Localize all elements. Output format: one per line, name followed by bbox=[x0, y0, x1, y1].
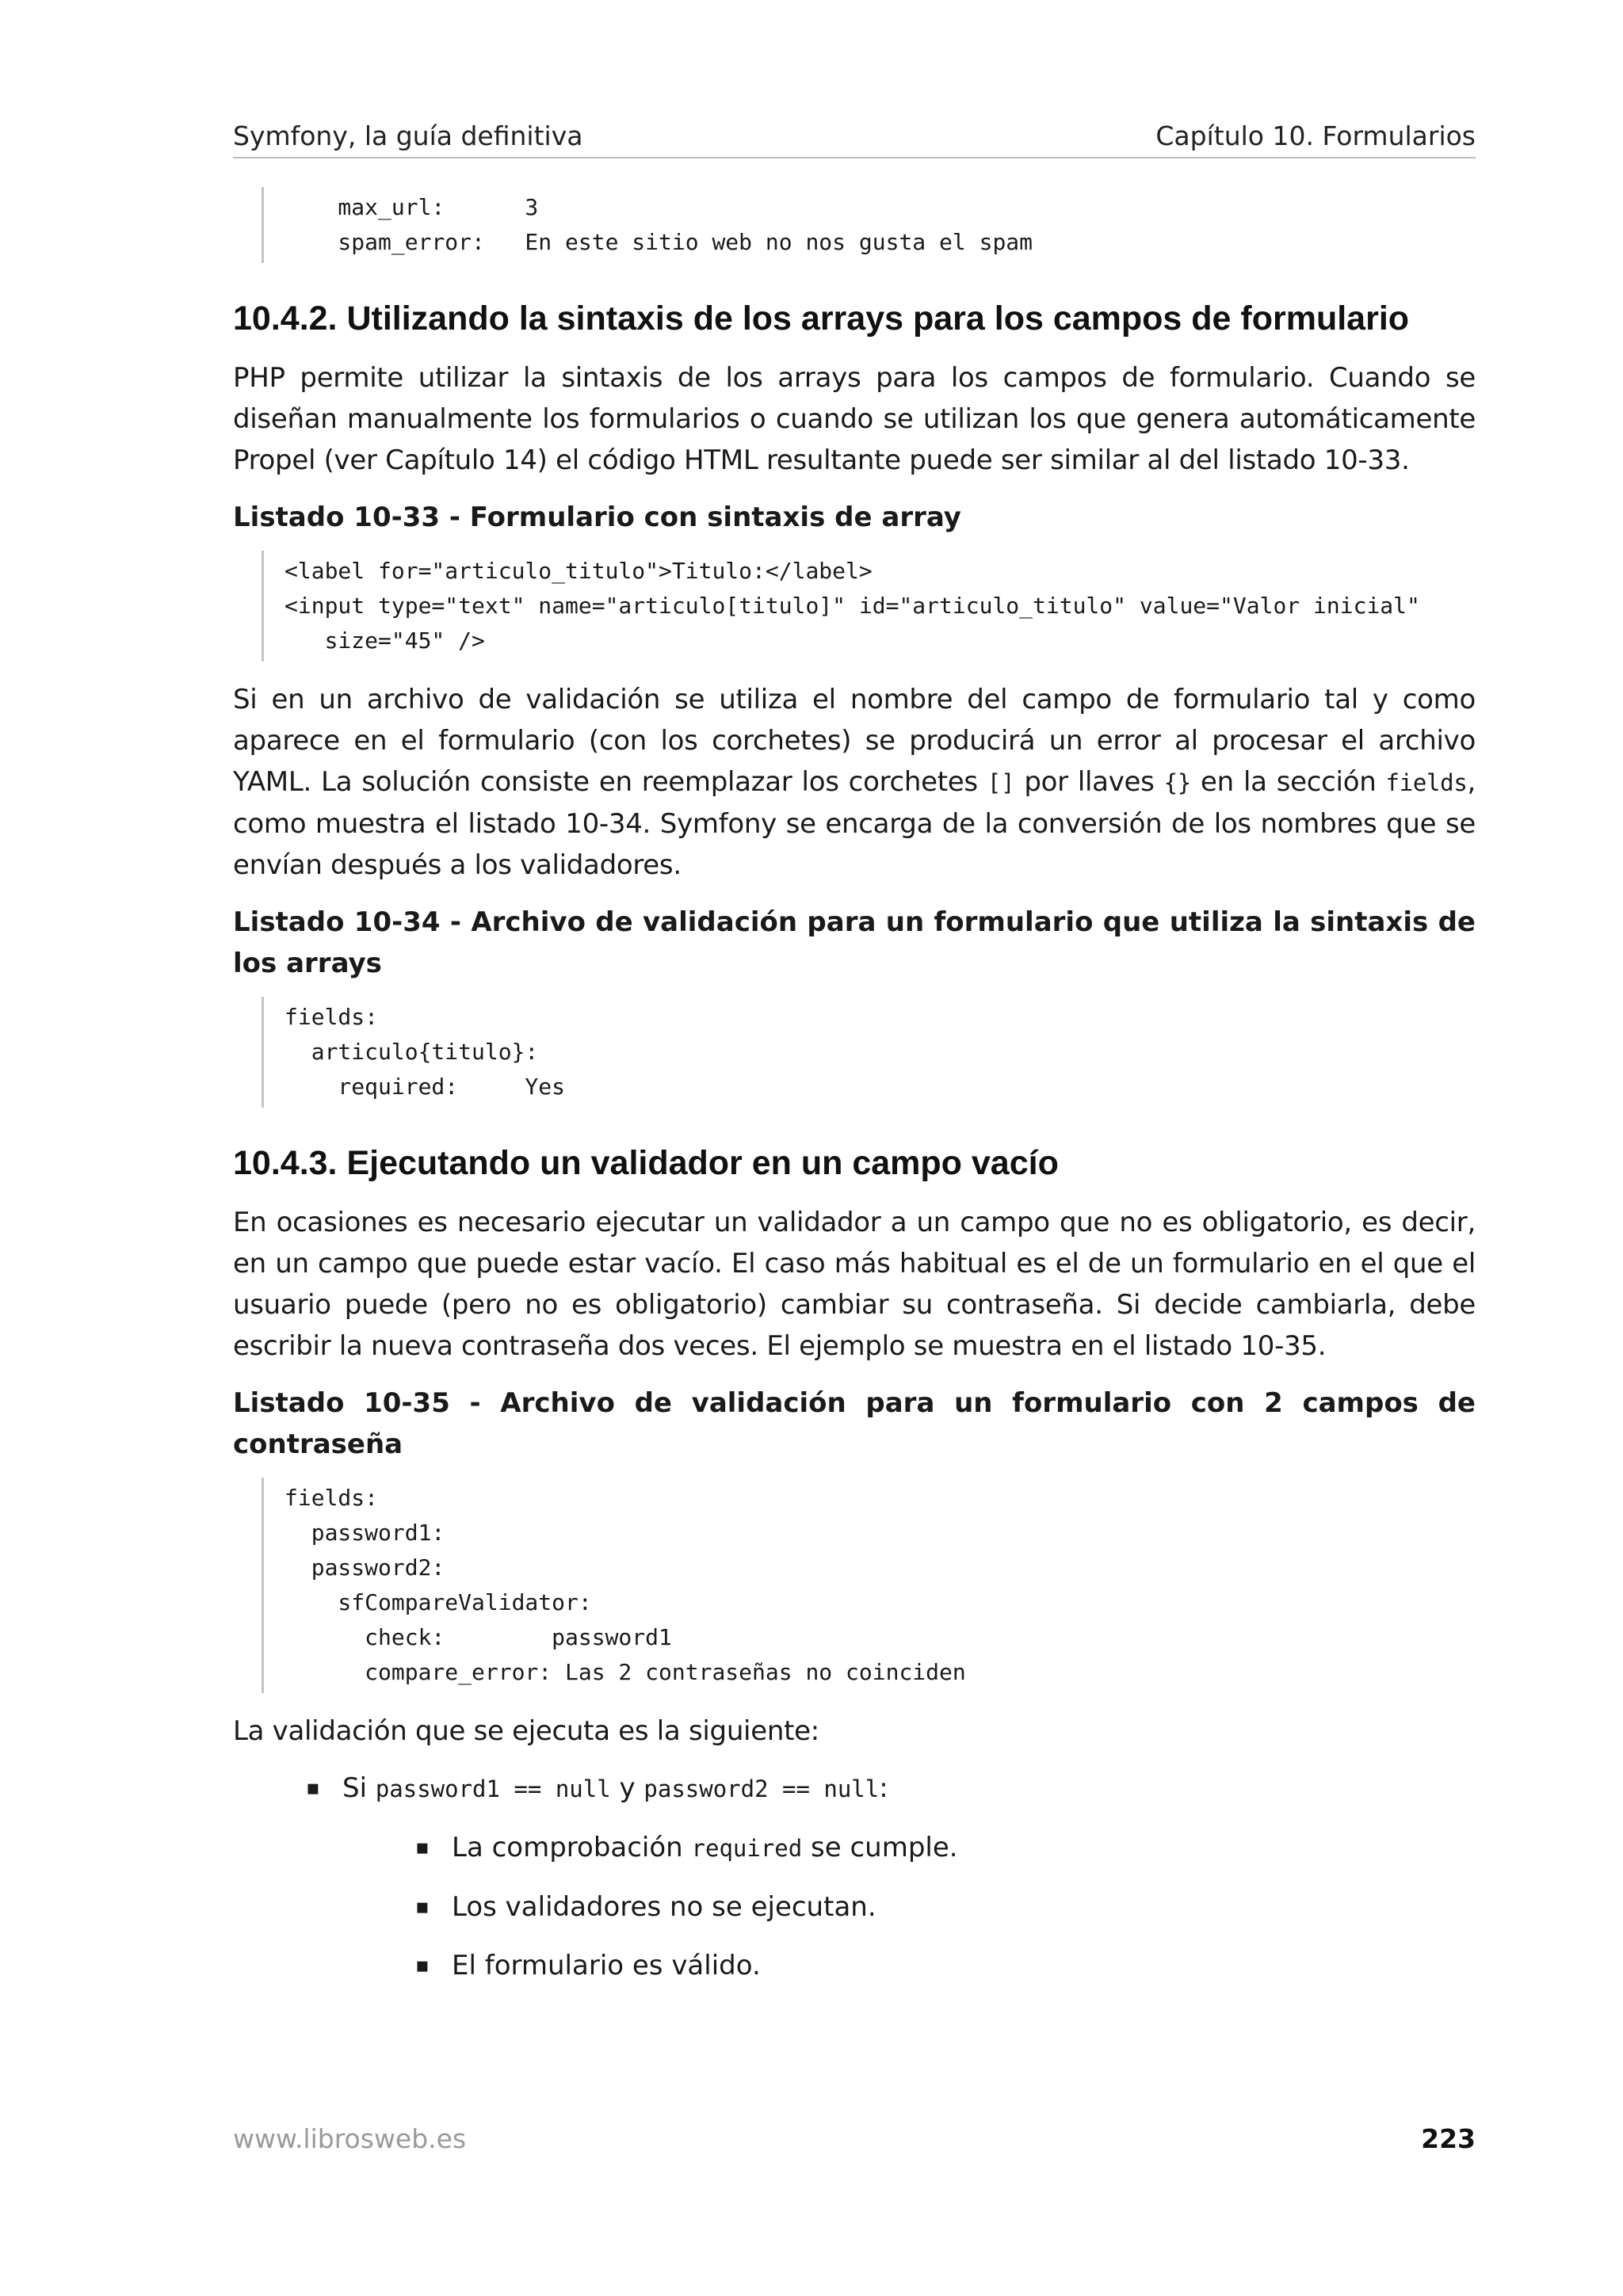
text: La comprobación bbox=[452, 1832, 692, 1863]
header-chapter-title: Capítulo 10. Formularios bbox=[1155, 120, 1476, 151]
paragraph-array-syntax: PHP permite utilizar la sintaxis de los arrays para los campos de formulario. Cuando se diseñan manualmente los formularios o cuando se utilizan los que genera automáticamente Propel (ver Capítulo 14) el código HTML resultante puede ser similar al del listado 10-33. bbox=[233, 362, 1476, 476]
inline-code-required: required bbox=[691, 1835, 803, 1862]
listing-10-35-code: fields: password1: password2: sfCompareValidator: check: password1 compare_error: Las 2 contraseñas no coinciden bbox=[262, 1478, 1476, 1693]
text: y bbox=[610, 1772, 644, 1804]
nested-bullet-list bbox=[342, 1827, 1476, 1986]
code-block-top: max_url: 3 spam_error: En este sitio web no nos gusta el spam bbox=[262, 187, 1476, 263]
text: por llaves bbox=[1014, 766, 1164, 798]
page-content bbox=[233, 187, 1476, 2004]
listing-10-34-code: fields: articulo{titulo}: required: Yes bbox=[262, 997, 1476, 1108]
paragraph-empty-field: En ocasiones es necesario ejecutar un validador a un campo que no es obligatorio, es decir, en un campo que puede estar vacío. El caso más habitual es el de un formulario en el que el usuario puede (pero no es obligatorio) cambiar su contraseña. Si decide cambiarla, debe escribir la nueva contraseña dos veces. El ejemplo se muestra en el listado 10-35. bbox=[233, 1207, 1476, 1362]
running-header bbox=[233, 117, 1476, 158]
text: : bbox=[879, 1772, 888, 1804]
listing-10-35-caption: Listado 10-35 - Archivo de validación para un formulario con 2 campos de contraseña bbox=[233, 1387, 1476, 1460]
inline-code-password1: password1 == null bbox=[375, 1775, 611, 1802]
paragraph-brackets bbox=[233, 679, 1476, 886]
text: Si en un archivo de validación se utiliza el nombre del campo de formulario tal y como aparece en el formulario (con los corchetes) se producirá un error al procesar el archivo YAML. La solución consiste en reemplazar los corchetes bbox=[233, 684, 1476, 798]
inline-code-fields: fields bbox=[1385, 769, 1468, 796]
list-item bbox=[233, 1768, 1476, 1986]
inline-code-braces: {} bbox=[1163, 769, 1191, 796]
listing-10-33-caption: Listado 10-33 - Formulario con sintaxis de array bbox=[233, 502, 961, 533]
listing-10-34-caption: Listado 10-34 - Archivo de validación para un formulario que utiliza la sintaxis de los arrays bbox=[233, 906, 1476, 979]
bullet-list bbox=[233, 1768, 1476, 1986]
list-item: ▪ El formulario es válido. bbox=[342, 1945, 1476, 1986]
text: , como muestra el listado 10-34. Symfony se encarga de la conversión de los nombres que se envían después a los validadores. bbox=[233, 766, 1476, 881]
header-book-title: Symfony, la guía definitiva bbox=[233, 120, 583, 151]
text: Si bbox=[342, 1772, 376, 1804]
page-number: 223 bbox=[1421, 2123, 1476, 2154]
list-item bbox=[342, 1827, 1476, 1869]
inline-code-password2: password2 == null bbox=[643, 1775, 880, 1802]
listing-10-33-code: <label for="articulo_titulo">Titulo:</label> <input type="text" name="articulo[titulo]" id="articulo_titulo" value="Valor inicial" size="45" /> bbox=[262, 551, 1476, 662]
section-heading-10-4-2: 10.4.2. Utilizando la sintaxis de los arrays para los campos de formulario bbox=[233, 299, 1410, 338]
text: se cumple. bbox=[802, 1832, 958, 1863]
section-heading-10-4-3: 10.4.3. Ejecutando un validador en un campo vacío bbox=[233, 1144, 1059, 1182]
footer-website-link[interactable]: www.librosweb.es bbox=[233, 2123, 467, 2154]
inline-code-brackets: [] bbox=[987, 769, 1015, 796]
paragraph-validation-intro: La validación que se ejecuta es la siguiente: bbox=[233, 1715, 819, 1747]
text: en la sección bbox=[1190, 766, 1386, 798]
list-item: ▪ Los validadores no se ejecutan. bbox=[342, 1886, 1476, 1928]
